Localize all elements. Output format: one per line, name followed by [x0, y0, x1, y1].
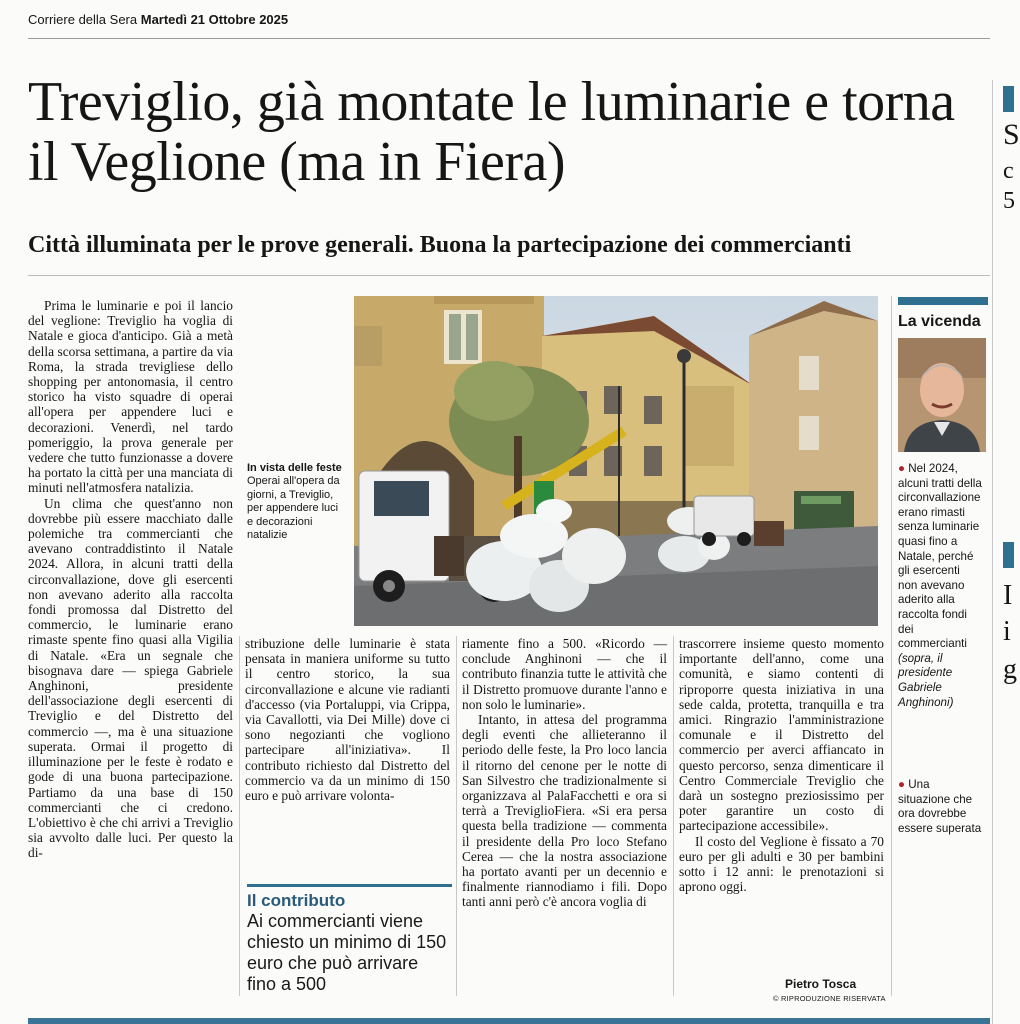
paragraph: riamente fino a 500. «Ricordo — conclude Anghinoni — che il contributo finanzia tutte le attività che il Distretto promuove durante l'anno e non solo le luminarie».	[462, 636, 667, 712]
adjacent-letter: c	[1003, 158, 1014, 184]
column-divider	[239, 636, 240, 996]
copyright-notice: © RIPRODUZIONE RISERVATA	[773, 994, 886, 1003]
article-column-1	[28, 298, 233, 861]
subheadline-divider	[28, 275, 990, 276]
sidebar-item-text: Nel 2024, alcuni tratti della circonvallazione erano rimasti senza luminarie quasi fino a Natale, perché gli esercenti non avevano aderito alla raccolta fondi dei commercianti	[898, 462, 982, 651]
bullet-icon: ●	[898, 462, 906, 475]
masthead-divider	[28, 38, 990, 39]
bottom-rule	[28, 1018, 990, 1024]
sidebar-item-note: (sopra, il presidente Gabriele Anghinoni)	[898, 651, 954, 709]
headline: Treviglio, già montate le luminarie e torna il Veglione (ma in Fiera)	[28, 71, 955, 193]
article-column-4	[679, 636, 884, 894]
caption-text: Operai all'opera da giorni, a Treviglio, per appendere luci e decorazioni natalizie	[247, 475, 340, 542]
adjacent-article-fragment	[1003, 80, 1020, 1024]
box-top-rule	[247, 884, 452, 887]
adjacent-letter: I	[1003, 580, 1013, 611]
adjacent-letter: i	[1003, 616, 1011, 647]
paragraph: Prima le luminarie e poi il lancio del veglione: Treviglio ha voglia di Natale e gioca d'anticipo. Già a metà della scorsa settimana, a partire da via Roma, la strada trevigliese dello shopping per antonomasia, il centro storico ha visto squadre di operai all'opera per appendere luci e decorazioni. Venerdì, nel tardo pomeriggio, la prova generale per vedere che tutto funzionasse a dovere ha portato la città per una manciata di minuti nell'atmosfera natalizia.	[28, 298, 233, 496]
caption-title: In vista delle feste	[247, 462, 342, 474]
issue-date: Martedì 21 Ottobre 2025	[140, 12, 289, 27]
adjacent-letter: g	[1003, 654, 1017, 685]
box-title: Il contributo	[247, 891, 346, 910]
paper-name: Corriere della Sera	[28, 12, 138, 27]
adjacent-letter: S	[1003, 118, 1020, 151]
paragraph: Un clima che quest'anno non dovrebbe più essere macchiato dalle polemiche tra commercianti che avevano contraddistinto il Natale 2024. Allora, in alcuni tratti della circonvallazione, dove gli esercenti non avevano aderito alla raccolta fondi promossa dal Distretto del commercio, le luminarie erano rimaste spente fino quasi alla Vigilia di Natale. «Era un segnale che bisognava dare — spiega Gabriele Anghinoni, presidente dell'associazione degli esercenti di Treviglio e del Distretto del commercio —, ma è una situazione superata. Ormai il progetto di illuminazione per le feste è rodato e gode di una buona partecipazione. Partiamo da una base di 150 commercianti che ci credono. L'obiettivo è che chi arrivi a Treviglio sia avvolto dalle luci. Per questo la di-	[28, 495, 233, 861]
paragraph: Intanto, in attesa del programma degli eventi che allieteranno il periodo delle feste, la Pro loco lancia il ritorno del cenone per le notte di San Silvestro che tradizionalmente si organizzava al PalaFacchetti e ora si terrà a TreviglioFiera. «Si era persa questa bella tradizione — commenta il presidente della Pro loco Stefano Cerea — che la nostra associazione ha portato avanti per un decennio e finalmente riannodiamo i fili. Dopo tanti anni però c'è ancora voglia di	[462, 712, 667, 910]
column-divider	[673, 636, 674, 996]
masthead	[28, 12, 288, 27]
sidebar-title: La vicenda	[898, 313, 981, 330]
article-column-3	[462, 636, 667, 910]
paragraph: Il costo del Veglione è fissato a 70 euro per gli adulti e 30 per bambini sotto i 12 anni: le prenotazioni si aprono oggi.	[679, 833, 884, 895]
bullet-icon: ●	[898, 778, 906, 791]
adjacent-column-divider	[992, 80, 993, 1024]
sidebar-top-rule	[898, 297, 988, 305]
adjacent-rule	[1003, 542, 1014, 568]
sidebar-item	[898, 462, 982, 710]
street-photo	[354, 296, 878, 626]
portrait-photo	[898, 338, 986, 452]
adjacent-rule	[1003, 86, 1014, 112]
subheadline: Città illuminata per le prove generali. Buona la partecipazione dei commercianti	[28, 232, 852, 258]
photo-caption	[247, 462, 347, 542]
paragraph: trascorrere insieme questo momento importante dell'anno, come una comunità, e siamo contenti di riproporre questa iniziativa in una sede calda, protetta, tranquilla e tra amici. Ringrazio l'amministrazione comunale e il Distretto del commercio per averci affiancato in questo percorso, senza dimenticare il Centro Commerciale Treviglio che darà un sostegno preziosissimo per poter garantire un costo di partecipazione accessibile».	[679, 636, 884, 834]
street-photo-illustration	[354, 296, 878, 626]
box-text: Ai commercianti viene chiesto un minimo di 150 euro che può arrivare fino a 500	[247, 911, 447, 994]
paragraph: stribuzione delle luminarie è stata pensata in maniera uniforme su tutto il centro storico, la sua circonvallazione e alcune vie radianti d'accesso (via Portaluppi, via Crippa, via Cavallotti, via Dei Mille) dove ci sono negozianti che vogliono partecipare all'iniziativa». Il contributo richiesto dal Distretto del commercio va da un minimo di 150 euro e può arrivare volonta-	[245, 636, 450, 804]
column-divider	[456, 636, 457, 996]
sidebar-item-text: Una situazione che ora dovrebbe essere superata	[898, 778, 982, 835]
column-divider	[891, 296, 892, 996]
article-column-2	[245, 636, 450, 803]
adjacent-letter: 5	[1003, 188, 1015, 214]
author-byline: Pietro Tosca	[785, 977, 857, 991]
sidebar-item	[898, 778, 982, 836]
portrait-illustration	[898, 338, 986, 452]
